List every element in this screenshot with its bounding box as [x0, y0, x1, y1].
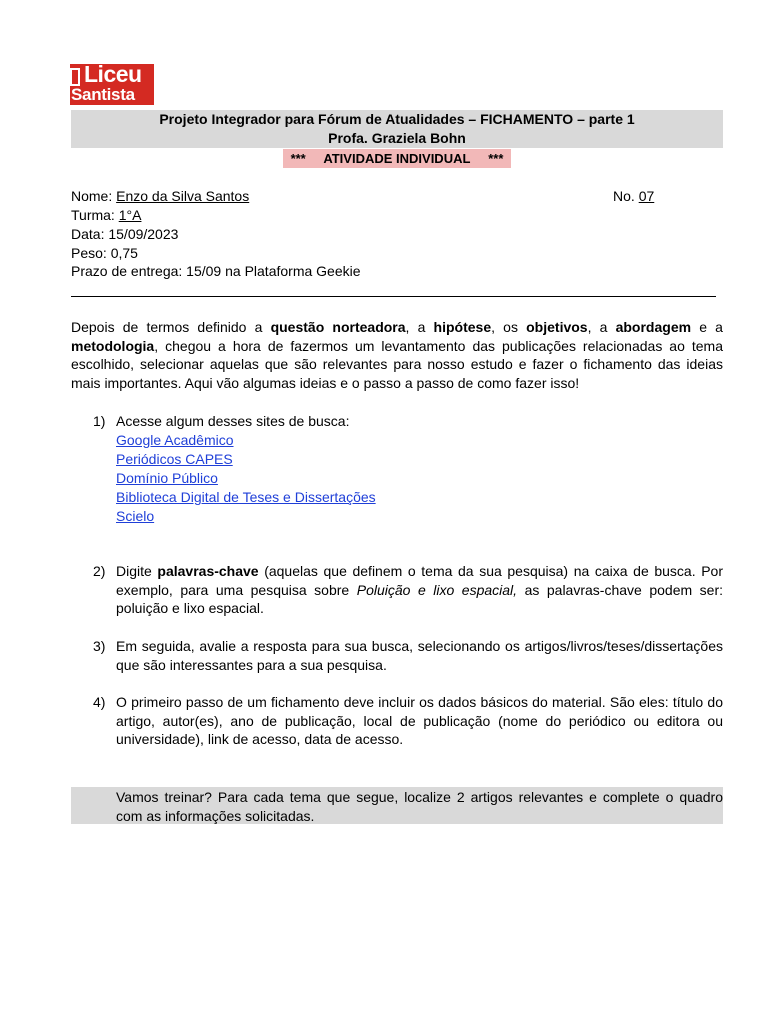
date-field: Data: 15/09/2023 — [71, 226, 179, 242]
separator-line — [71, 296, 716, 297]
link-periodicos-capes[interactable]: Periódicos CAPES — [116, 451, 233, 467]
link-dominio-publico[interactable]: Domínio Público — [116, 470, 218, 486]
step-3-text: Em seguida, avalie a resposta para sua busca, selecionando os artigos/livros/teses/dissertações que são interessantes para a sua pesquisa. — [116, 638, 723, 673]
student-number: 07 — [638, 188, 655, 204]
document-title: Projeto Integrador para Fórum de Atualidades – FICHAMENTO – parte 1 — [159, 111, 635, 127]
step-number: 2) — [93, 563, 106, 579]
school-logo — [70, 61, 154, 105]
step-number: 4) — [93, 694, 106, 710]
bold-term: abordagem — [615, 319, 692, 335]
step-number: 1) — [93, 413, 106, 429]
name-label: Nome: — [71, 188, 117, 204]
step-1-text: Acesse algum desses sites de busca: — [116, 413, 350, 429]
intro-paragraph: Depois de termos definido a questão norteadora, a hipótese, os objetivos, a abordagem e a metodologia, chegou a hora de fazermos um levantamento das publicações relacionadas ao tema escolhido, selecionar aquelas que são relevantes para nosso estudo e fazer o fichamento das ideias mais importantes. Aqui vão algumas ideias e o passo a passo de como fazer isso! — [71, 319, 723, 391]
italic-example: Poluição e lixo espacial, — [356, 581, 518, 598]
number-label: No. — [613, 188, 639, 204]
exercise-text: Vamos treinar? Para cada tema que segue, localize 2 artigos relevantes e complete o quadro com as informações solicitadas. — [116, 789, 723, 824]
link-google-academico[interactable]: Google Acadêmico — [116, 432, 234, 448]
link-biblioteca-digital[interactable]: Biblioteca Digital de Teses e Dissertações — [116, 489, 376, 505]
deadline-field: Prazo de entrega: 15/09 na Plataforma Geekie — [71, 263, 361, 279]
number-field — [613, 187, 654, 206]
teacher-name: Profa. Graziela Bohn — [328, 130, 466, 146]
name-field — [71, 187, 249, 206]
weight-field: Peso: 0,75 — [71, 245, 138, 261]
class-label: Turma: — [71, 207, 119, 223]
student-class: 1°A — [118, 207, 142, 223]
logo-line2: Santista — [71, 85, 135, 104]
student-name: Enzo da Silva Santos — [116, 188, 250, 204]
bold-term: hipótese — [433, 319, 492, 335]
bold-term: metodologia — [71, 337, 155, 354]
logo-line1: Liceu — [84, 61, 142, 87]
step-4-text: O primeiro passo de um fichamento deve incluir os dados básicos do material. São eles: título do artigo, autor(es), ano de publicação, local de publicação (nome do periódico ou editora ou universidade), link de acesso, data de acesso. — [116, 694, 723, 748]
bold-term: questão norteadora — [270, 319, 406, 335]
bold-term: objetivos — [526, 319, 588, 335]
step-2-text: Digite palavras-chave (aquelas que definem o tema da sua pesquisa) na caixa de busca. Por exemplo, para uma pesquisa sobre Poluição e lixo espacial, as palavras-chave podem ser: poluição e lixo espacial. — [116, 563, 723, 617]
link-scielo[interactable]: Scielo — [116, 508, 155, 524]
activity-banner: *** ATIVIDADE INDIVIDUAL *** — [283, 149, 511, 168]
class-field — [71, 206, 141, 225]
step-number: 3) — [93, 638, 106, 654]
bold-term: palavras-chave — [157, 563, 259, 579]
